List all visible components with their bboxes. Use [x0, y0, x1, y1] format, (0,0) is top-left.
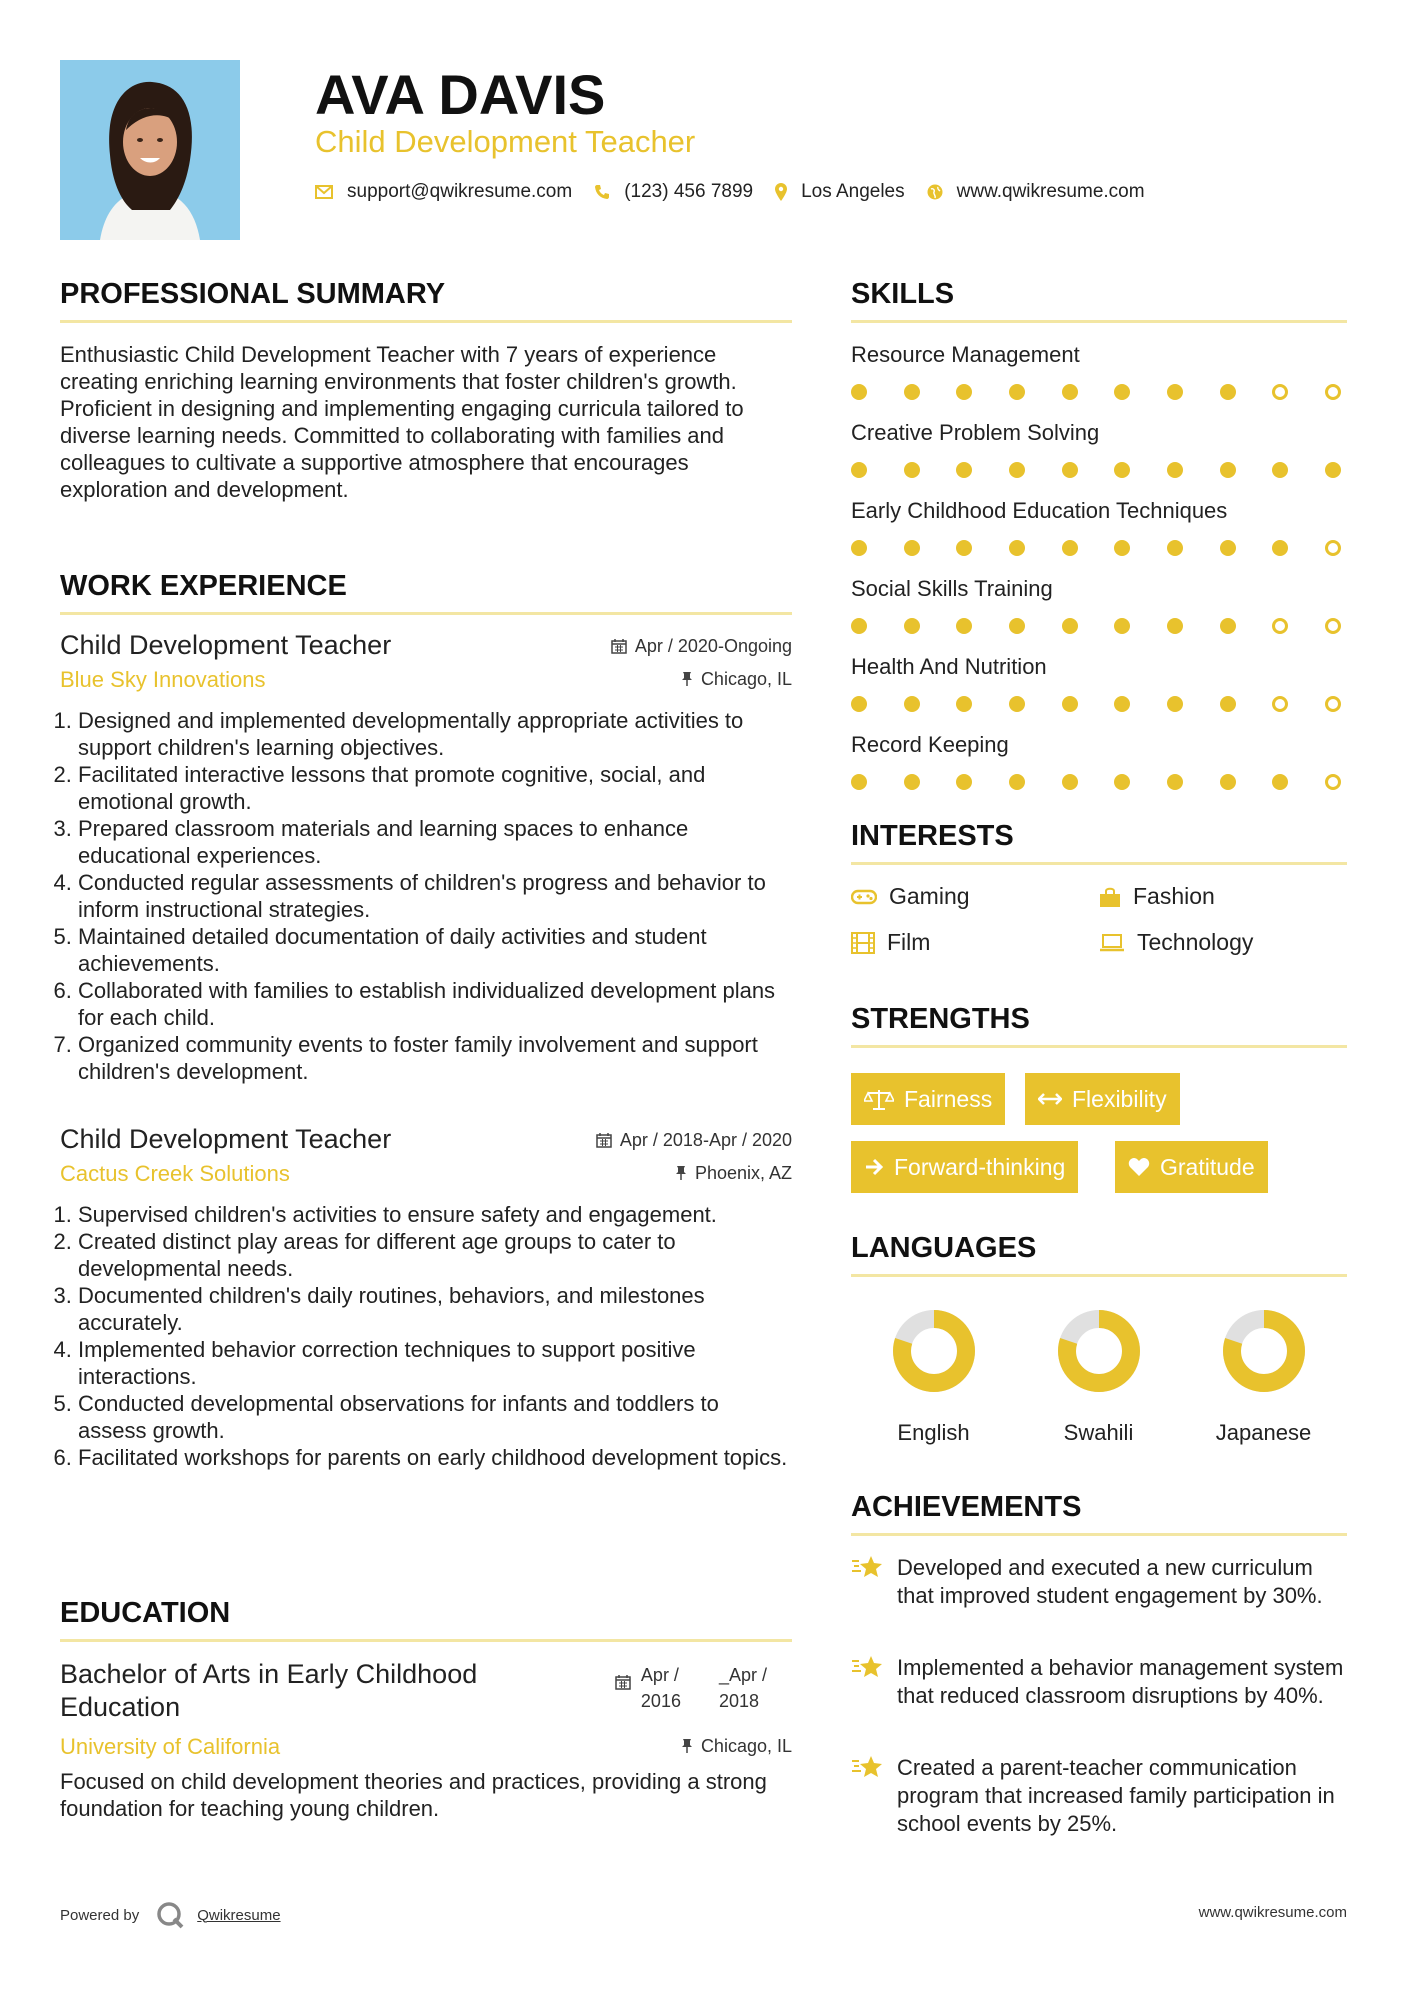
school-location [681, 1736, 792, 1757]
education-entry [60, 1658, 792, 1822]
interest-label: Gaming [889, 883, 970, 909]
rating-dot-filled [1167, 618, 1183, 634]
list-item: 1. Supervised children's activities to ensure safety and engagement. [78, 1201, 792, 1228]
experience-divider [60, 612, 792, 615]
achievement-item [851, 1554, 1347, 1610]
rating-dot-filled [904, 462, 920, 478]
achievement-text: Developed and executed a new curriculum that improved student engagement by 30%. [897, 1555, 1323, 1608]
footer-powered-by [60, 1900, 281, 1930]
start-month: Apr / [640, 1665, 679, 1685]
job-entry [60, 630, 792, 1085]
contact-website[interactable] [927, 181, 1145, 203]
contact-phone[interactable] [594, 181, 753, 203]
skill-rating [851, 774, 1341, 790]
strength-badge [851, 1073, 1005, 1125]
job-bullets [60, 707, 792, 1085]
rating-dot-filled [1062, 774, 1078, 790]
start-year: 2016 [640, 1691, 681, 1711]
list-item: 6. Collaborated with families to establish individualized development plans for each child. [78, 977, 792, 1031]
list-item: 3. Prepared classroom materials and learning spaces to enhance educational experiences. [78, 815, 792, 869]
skill-item [851, 498, 1347, 556]
rating-dot-filled [956, 462, 972, 478]
education-dates [615, 1662, 767, 1724]
pushpin-icon [675, 1165, 687, 1181]
rating-dot-filled [956, 540, 972, 556]
strength-badge [1115, 1141, 1268, 1193]
contact-bar [315, 177, 1167, 207]
rating-dot-filled [1114, 696, 1130, 712]
job-location [681, 669, 792, 690]
language-name: Swahili [1063, 1420, 1134, 1445]
rating-dot-filled [956, 696, 972, 712]
language-item [1181, 1306, 1346, 1446]
skills-heading: SKILLS [851, 278, 955, 310]
website-text: www.qwikresume.com [956, 181, 1145, 202]
arrow-right-icon [864, 1158, 884, 1176]
list-item: 4. Implemented behavior correction techniques to support positive interactions. [78, 1336, 792, 1390]
summary-divider [60, 320, 792, 323]
calendar-icon [611, 638, 627, 654]
rating-dot-filled [1220, 384, 1236, 400]
job-dates-text: Apr / 2020-Ongoing [634, 635, 792, 656]
rating-dot-filled [851, 462, 867, 478]
rating-dot-filled [1167, 462, 1183, 478]
job-title: Child Development Teacher [60, 630, 392, 660]
rating-dot-filled [1009, 540, 1025, 556]
rating-dot-filled [1009, 618, 1025, 634]
rating-dot-filled [904, 696, 920, 712]
contact-email[interactable] [315, 181, 572, 203]
rating-dot-filled [1167, 774, 1183, 790]
skill-rating [851, 618, 1341, 634]
job-location-text: Phoenix, AZ [694, 1162, 792, 1183]
job-dates [611, 636, 792, 657]
interest-item [1099, 929, 1253, 956]
trophy-star-icon [851, 1554, 885, 1580]
rating-dot-filled [1167, 540, 1183, 556]
interest-item [1099, 883, 1215, 910]
list-item: 1. Designed and implemented developmentally appropriate activities to support children's learning objectives. [78, 707, 792, 761]
rating-dot-filled [851, 774, 867, 790]
pushpin-icon [681, 671, 693, 687]
rating-dot-filled [956, 384, 972, 400]
school-name: University of California [60, 1734, 281, 1759]
rating-dot-filled [1220, 696, 1236, 712]
company-name: Blue Sky Innovations [60, 667, 266, 692]
footer-website[interactable]: www.qwikresume.com [1198, 1904, 1347, 1921]
skill-name: Health And Nutrition [851, 654, 1047, 679]
trophy-star-icon [851, 1754, 885, 1780]
rating-dot-empty [1272, 696, 1288, 712]
candidate-name: AVA DAVIS [315, 63, 606, 126]
summary-text: Enthusiastic Child Development Teacher with 7 years of experience creating enriching learning environments that foster children's growth. Proficient in designing and implementing engaging curricula tailored to diverse learning needs. Committed to collaborating with families and colleagues to cultivate a supportive atmosphere that encourages exploration and development. [60, 342, 744, 502]
skill-rating [851, 462, 1341, 478]
end-year: 2018 [718, 1691, 760, 1711]
rating-dot-filled [1062, 462, 1078, 478]
powered-by-text: Powered by [60, 1906, 140, 1924]
degree-line: Bachelor of Arts in Early Childhood [60, 1659, 478, 1689]
language-name: English [897, 1420, 970, 1445]
achievement-item [851, 1754, 1347, 1838]
location-text: Los Angeles [801, 181, 905, 202]
list-item: 5. Conducted developmental observations for infants and toddlers to assess growth. [78, 1390, 792, 1444]
end-month: _Apr / [718, 1665, 767, 1685]
balance-scale-icon [864, 1088, 894, 1110]
skill-rating [851, 696, 1341, 712]
languages-divider [851, 1274, 1347, 1277]
rating-dot-filled [1272, 774, 1288, 790]
contact-location [775, 181, 905, 203]
interests-divider [851, 862, 1347, 865]
profile-photo [60, 60, 240, 240]
language-name: Japanese [1215, 1420, 1312, 1445]
achievements-heading: ACHIEVEMENTS [851, 1491, 1082, 1523]
rating-dot-filled [1220, 618, 1236, 634]
skill-rating [851, 384, 1341, 400]
interests-heading: INTERESTS [851, 820, 1014, 852]
degree-title [60, 1658, 477, 1724]
rating-dot-empty [1325, 696, 1341, 712]
strengths-divider [851, 1045, 1347, 1048]
qwikresume-logo-icon [155, 1900, 185, 1930]
education-heading: EDUCATION [60, 1597, 231, 1629]
skill-item [851, 342, 1347, 400]
skill-item [851, 420, 1347, 478]
strength-label: Flexibility [1072, 1085, 1167, 1112]
interest-item [851, 883, 970, 910]
skill-item [851, 732, 1347, 790]
list-item: 2. Facilitated interactive lessons that promote cognitive, social, and emotional growth. [78, 761, 792, 815]
job-location [675, 1163, 792, 1184]
education-description: Focused on child development theories and practices, providing a strong foundation for teaching young children. [60, 1769, 767, 1821]
rating-dot-filled [1062, 618, 1078, 634]
languages-row [851, 1306, 1347, 1446]
calendar-icon [615, 1674, 631, 1690]
experience-heading: WORK EXPERIENCE [60, 570, 347, 602]
candidate-role: Child Development Teacher [315, 124, 696, 159]
rating-dot-filled [956, 774, 972, 790]
rating-dot-filled [1114, 774, 1130, 790]
interest-item [851, 929, 930, 956]
strengths-heading: STRENGTHS [851, 1003, 1030, 1035]
job-location-text: Chicago, IL [700, 668, 792, 689]
rating-dot-filled [1009, 774, 1025, 790]
phone-icon [594, 184, 610, 200]
strength-label: Gratitude [1160, 1153, 1255, 1180]
job-bullets [60, 1201, 792, 1471]
list-item: 5. Maintained detailed documentation of daily activities and student achievements. [78, 923, 792, 977]
language-donut [1219, 1306, 1309, 1396]
language-item [851, 1306, 1016, 1446]
rating-dot-filled [904, 540, 920, 556]
job-entry [60, 1124, 792, 1471]
rating-dot-filled [1062, 696, 1078, 712]
rating-dot-empty [1272, 618, 1288, 634]
laptop-icon [1099, 934, 1125, 952]
brand-link[interactable]: Qwikresume [197, 1906, 281, 1924]
skill-name: Creative Problem Solving [851, 420, 1100, 445]
interest-label: Fashion [1133, 883, 1215, 909]
rating-dot-filled [1272, 462, 1288, 478]
rating-dot-empty [1325, 774, 1341, 790]
list-item: 6. Facilitated workshops for parents on early childhood development topics. [78, 1444, 792, 1471]
achievements-divider [851, 1533, 1347, 1536]
education-divider [60, 1639, 792, 1642]
rating-dot-filled [1167, 696, 1183, 712]
languages-heading: LANGUAGES [851, 1232, 1037, 1264]
rating-dot-filled [1272, 540, 1288, 556]
skills-divider [851, 320, 1347, 323]
school-location-text: Chicago, IL [700, 1735, 792, 1756]
map-pin-icon [775, 183, 787, 201]
rating-dot-filled [851, 696, 867, 712]
rating-dot-filled [1062, 540, 1078, 556]
list-item: 2. Created distinct play areas for different age groups to cater to developmental needs. [78, 1228, 792, 1282]
skill-item [851, 576, 1347, 634]
company-name: Cactus Creek Solutions [60, 1161, 290, 1186]
shopping-bag-icon [1099, 886, 1121, 908]
rating-dot-filled [1009, 696, 1025, 712]
list-item: 7. Organized community events to foster family involvement and support children's development. [78, 1031, 792, 1085]
rating-dot-filled [1220, 462, 1236, 478]
rating-dot-filled [904, 774, 920, 790]
email-text: support@qwikresume.com [347, 181, 573, 202]
summary-heading: PROFESSIONAL SUMMARY [60, 278, 446, 310]
rating-dot-empty [1325, 540, 1341, 556]
achievement-text: Created a parent-teacher communication program that increased family participation in school events by 25%. [897, 1755, 1335, 1836]
envelope-icon [315, 185, 333, 199]
strength-badge [1025, 1073, 1180, 1125]
rating-dot-empty [1325, 384, 1341, 400]
rating-dot-empty [1272, 384, 1288, 400]
job-title: Child Development Teacher [60, 1124, 392, 1154]
rating-dot-empty [1325, 618, 1341, 634]
skills-list [851, 342, 1347, 810]
skill-name: Resource Management [851, 342, 1080, 367]
rating-dot-filled [851, 384, 867, 400]
list-item: 3. Documented children's daily routines, behaviors, and milestones accurately. [78, 1282, 792, 1336]
rating-dot-filled [851, 618, 867, 634]
interest-label: Film [887, 929, 931, 955]
language-donut [1054, 1306, 1144, 1396]
achievement-item [851, 1654, 1347, 1710]
film-icon [851, 932, 875, 954]
rating-dot-filled [904, 618, 920, 634]
rating-dot-filled [1114, 618, 1130, 634]
rating-dot-filled [1167, 384, 1183, 400]
calendar-icon [596, 1132, 612, 1148]
rating-dot-filled [1114, 384, 1130, 400]
strength-label: Fairness [904, 1085, 993, 1112]
language-item [1016, 1306, 1181, 1446]
globe-icon [927, 184, 943, 200]
rating-dot-filled [1009, 462, 1025, 478]
gamepad-icon [851, 889, 877, 905]
rating-dot-filled [956, 618, 972, 634]
skill-rating [851, 540, 1341, 556]
rating-dot-filled [1114, 540, 1130, 556]
trophy-star-icon [851, 1654, 885, 1680]
interest-label: Technology [1137, 929, 1254, 955]
rating-dot-filled [1114, 462, 1130, 478]
skill-name: Record Keeping [851, 732, 1009, 757]
heart-icon [1128, 1157, 1150, 1177]
phone-text: (123) 456 7899 [624, 181, 754, 202]
rating-dot-filled [1009, 384, 1025, 400]
degree-line: Education [60, 1692, 181, 1722]
rating-dot-filled [1220, 774, 1236, 790]
language-donut [889, 1306, 979, 1396]
achievement-text: Implemented a behavior management system that reduced classroom disruptions by 40%. [897, 1655, 1344, 1708]
job-dates-text: Apr / 2018-Apr / 2020 [619, 1129, 792, 1150]
rating-dot-filled [1325, 462, 1341, 478]
list-item: 4. Conducted regular assessments of children's progress and behavior to inform instructional strategies. [78, 869, 792, 923]
rating-dot-filled [904, 384, 920, 400]
rating-dot-filled [1062, 384, 1078, 400]
skill-name: Social Skills Training [851, 576, 1053, 601]
strength-badge [851, 1141, 1078, 1193]
pushpin-icon [681, 1738, 693, 1754]
job-dates [596, 1130, 792, 1151]
skill-name: Early Childhood Education Techniques [851, 498, 1228, 523]
rating-dot-filled [1220, 540, 1236, 556]
skill-item [851, 654, 1347, 712]
arrows-horizontal-icon [1038, 1092, 1062, 1106]
strength-label: Forward-thinking [894, 1153, 1066, 1180]
rating-dot-filled [851, 540, 867, 556]
